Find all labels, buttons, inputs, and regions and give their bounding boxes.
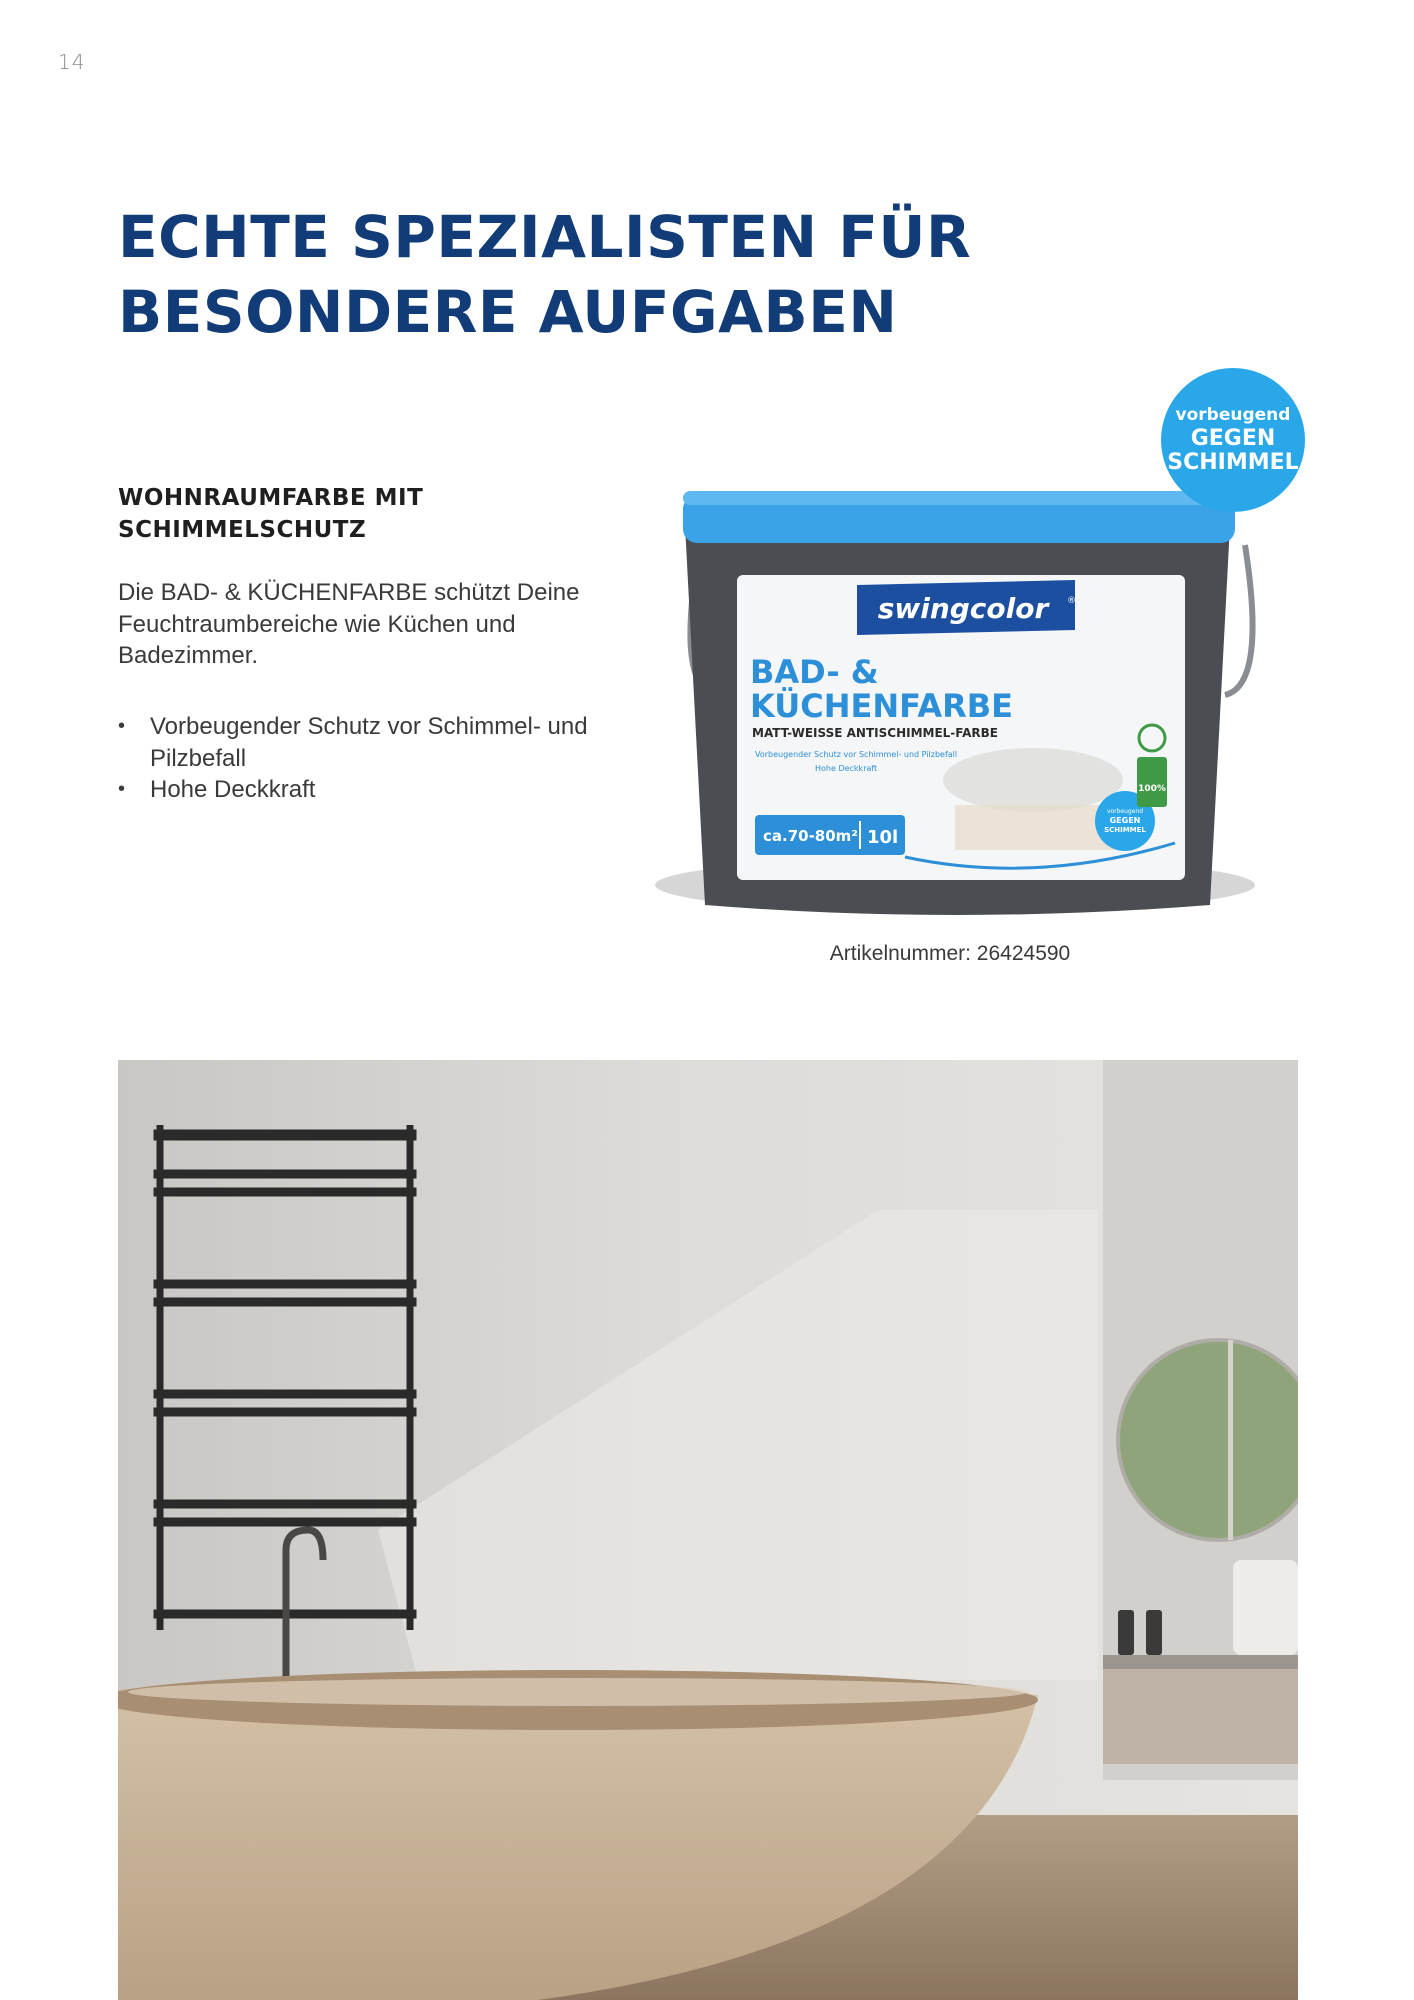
badge-line-3: SCHIMMEL — [1167, 450, 1299, 475]
recycle-icon — [1137, 757, 1167, 807]
headline-line-1: ECHTE SPEZIALISTEN FÜR — [118, 203, 972, 271]
brand-logo: swingcolor — [877, 592, 1049, 625]
soap-bottle — [1118, 1610, 1134, 1655]
label-name-line-2: KÜCHENFARBE — [750, 687, 1013, 725]
article-number: Artikelnummer: 26424590 — [829, 942, 1071, 965]
label-volume: 10l — [867, 827, 899, 848]
soap-bottle — [1146, 1610, 1162, 1655]
page-number: 14 — [58, 50, 86, 74]
paint-bucket-image — [655, 365, 1305, 935]
page-headline — [118, 200, 971, 350]
bathtub-rim-highlight — [128, 1678, 1028, 1706]
label-feature-2: Hohe Deckkraft — [815, 764, 878, 773]
round-mirror — [1118, 1340, 1298, 1540]
headline-line-2: BESONDERE AUFGABEN — [118, 278, 898, 346]
subheading-line-1: WOHNRAUMFARBE MIT — [118, 485, 424, 511]
label-coverage: ca.70-80m² — [763, 827, 858, 845]
product-description: Die BAD- & KÜCHENFARBE schützt Deine Feuchtraumbereiche wie Küchen und Badezimmer. — [118, 579, 580, 669]
feature-list — [118, 711, 638, 806]
badge-line-2: GEGEN — [1190, 426, 1276, 451]
bucket-lid-rim — [683, 491, 1235, 505]
recycle-percent: 100% — [1138, 784, 1166, 794]
sink-basin — [1233, 1560, 1298, 1655]
vanity-counter — [1103, 1655, 1298, 1669]
small-badge-line-3: SCHIMMEL — [1104, 826, 1146, 834]
label-floor — [955, 805, 1115, 850]
subheading-line-2: SCHIMMELSCHUTZ — [118, 517, 367, 543]
vanity-cabinet — [1103, 1669, 1298, 1764]
feature-item: • Vorbeugender Schutz vor Schimmel- und Pilzbefall — [118, 711, 638, 774]
small-badge-line-1: vorbeugend — [1106, 808, 1144, 815]
label-variant: MATT-WEISSE ANTISCHIMMEL-FARBE — [752, 726, 998, 740]
bathroom-photo — [118, 1060, 1298, 2000]
bucket-handle-right — [1225, 545, 1253, 695]
small-badge-line-2: GEGEN — [1109, 816, 1141, 825]
label-feature-1: Vorbeugender Schutz vor Schimmel- und Pilzbefall — [755, 750, 958, 759]
mirror-window-frame — [1228, 1340, 1233, 1540]
brand-registered: ® — [1067, 596, 1076, 606]
label-name-line-1: BAD- & — [750, 653, 879, 691]
badge-line-1: vorbeugend — [1175, 405, 1291, 425]
product-subheading — [118, 482, 598, 546]
label-bathtub-illustration — [943, 748, 1123, 812]
feature-item: • Hohe Deckkraft — [118, 774, 638, 806]
